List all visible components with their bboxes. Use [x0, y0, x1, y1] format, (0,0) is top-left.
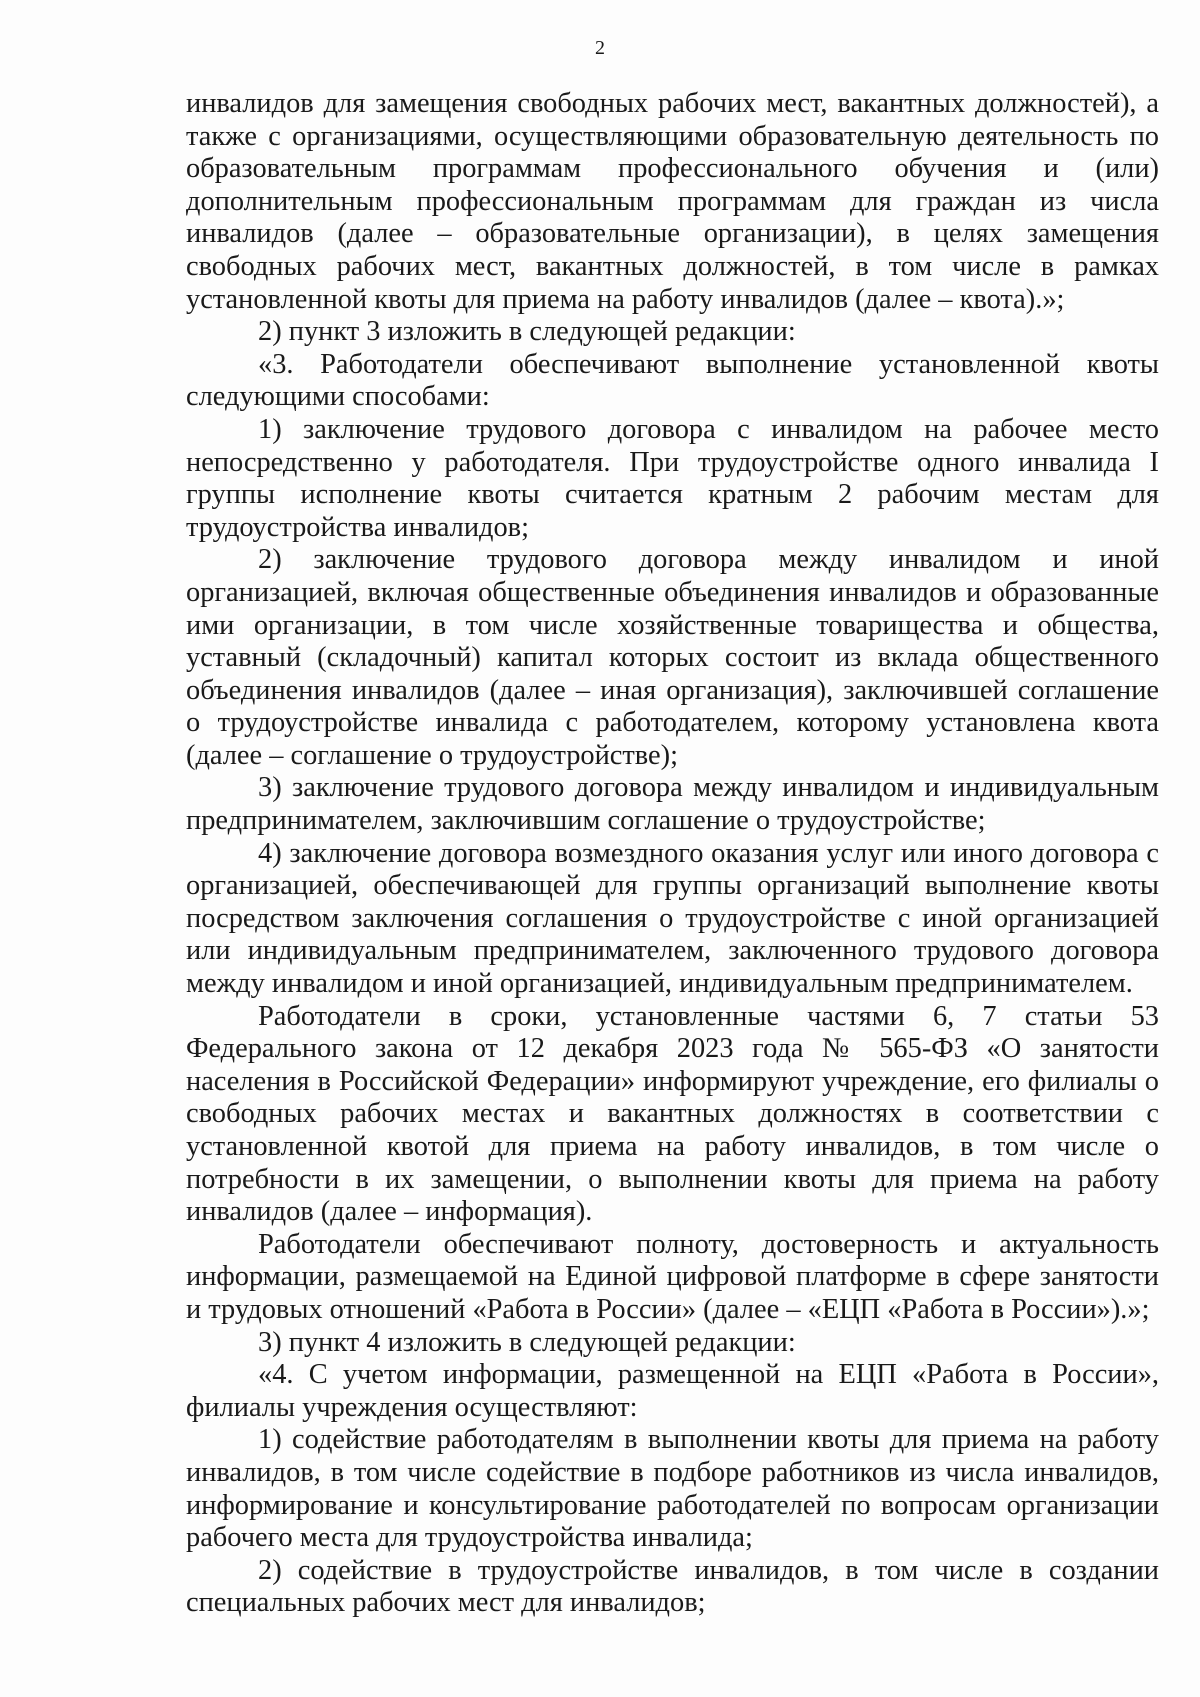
- paragraph: 1) заключение трудового договора с инвалидом на рабочее место непосредственно у работодателя. При трудоустройстве одного инвалида I группы исполнение квоты считается кратным 2 рабочим местам для трудоустройства инвалидов;: [186, 413, 1159, 543]
- paragraph: 3) пункт 4 изложить в следующей редакции:: [258, 1326, 796, 1358]
- paragraph: Работодатели в сроки, установленные частями 6, 7 статьи 53 Федерального закона от 12 декабря 2023 года № 565-ФЗ «О занятости населения в Российской Федерации» информируют учреждение, его филиалы о свободных рабочих местах и вакантных должностях в соответствии с установленной квотой для приема на работу инвалидов, в том числе о потребности в их замещении, о выполнении квоты для приема на работу инвалидов (далее – информация).: [186, 1000, 1159, 1228]
- paragraph: Работодатели обеспечивают полноту, достоверность и актуальность информации, размещаемой на Единой цифровой платформе в сфере занятости и трудовых отношений «Работа в России» (далее – «ЕЦП «Работа в России»).»;: [186, 1228, 1159, 1325]
- paragraph: 1) содействие работодателям в выполнении квоты для приема на работу инвалидов, в том числе содействие в подборе работников из числа инвалидов, информирование и консультирование работодателей по вопросам организации рабочего места для трудоустройства инвалида;: [186, 1424, 1159, 1554]
- paragraph: «3. Работодатели обеспечивают выполнение установленной квоты следующими способами:: [186, 348, 1159, 413]
- paragraph: 2) пункт 3 изложить в следующей редакции:: [258, 316, 796, 348]
- paragraph: 3) заключение трудового договора между инвалидом и индивидуальным предпринимателем, заключившим соглашение о трудоустройстве;: [186, 772, 1159, 837]
- paragraph: 2) заключение трудового договора между инвалидом и иной организацией, включая общественные объединения инвалидов и образованные ими организации, в том числе хозяйственные товарищества и общества, уставный (складочный) капитал которых состоит из вклада общественного объединения инвалидов (далее – иная организация), заключившей соглашение о трудоустройстве инвалида с работодателем, которому установлена квота (далее – соглашение о трудоустройстве);: [186, 544, 1159, 771]
- page-number: 2: [595, 37, 605, 59]
- paragraph: 2) содействие в трудоустройстве инвалидов, в том числе в создании специальных рабочих мест для инвалидов;: [186, 1554, 1159, 1619]
- document-body: [186, 88, 1159, 1620]
- paragraph: 4) заключение договора возмездного оказания услуг или иного договора с организацией, обеспечивающей для группы организаций выполнение квоты посредством заключения соглашения о трудоустройстве с иной организацией или индивидуальным предпринимателем, заключенного трудового договора между инвалидом и иной организацией, индивидуальным предпринимателем.: [186, 837, 1159, 1000]
- paragraph: «4. С учетом информации, размещенной на ЕЦП «Работа в России», филиалы учреждения осуществляют:: [186, 1359, 1159, 1423]
- paragraph: инвалидов для замещения свободных рабочих мест, вакантных должностей), а также с организациями, осуществляющими образовательную деятельность по образовательным программам профессионального обучения и (или) дополнительным профессиональным программам для граждан из числа инвалидов (далее – образовательные организации), в целях замещения свободных рабочих мест, вакантных должностей, в том числе в рамках установленной квоты для приема на работу инвалидов (далее – квота).»;: [186, 88, 1159, 315]
